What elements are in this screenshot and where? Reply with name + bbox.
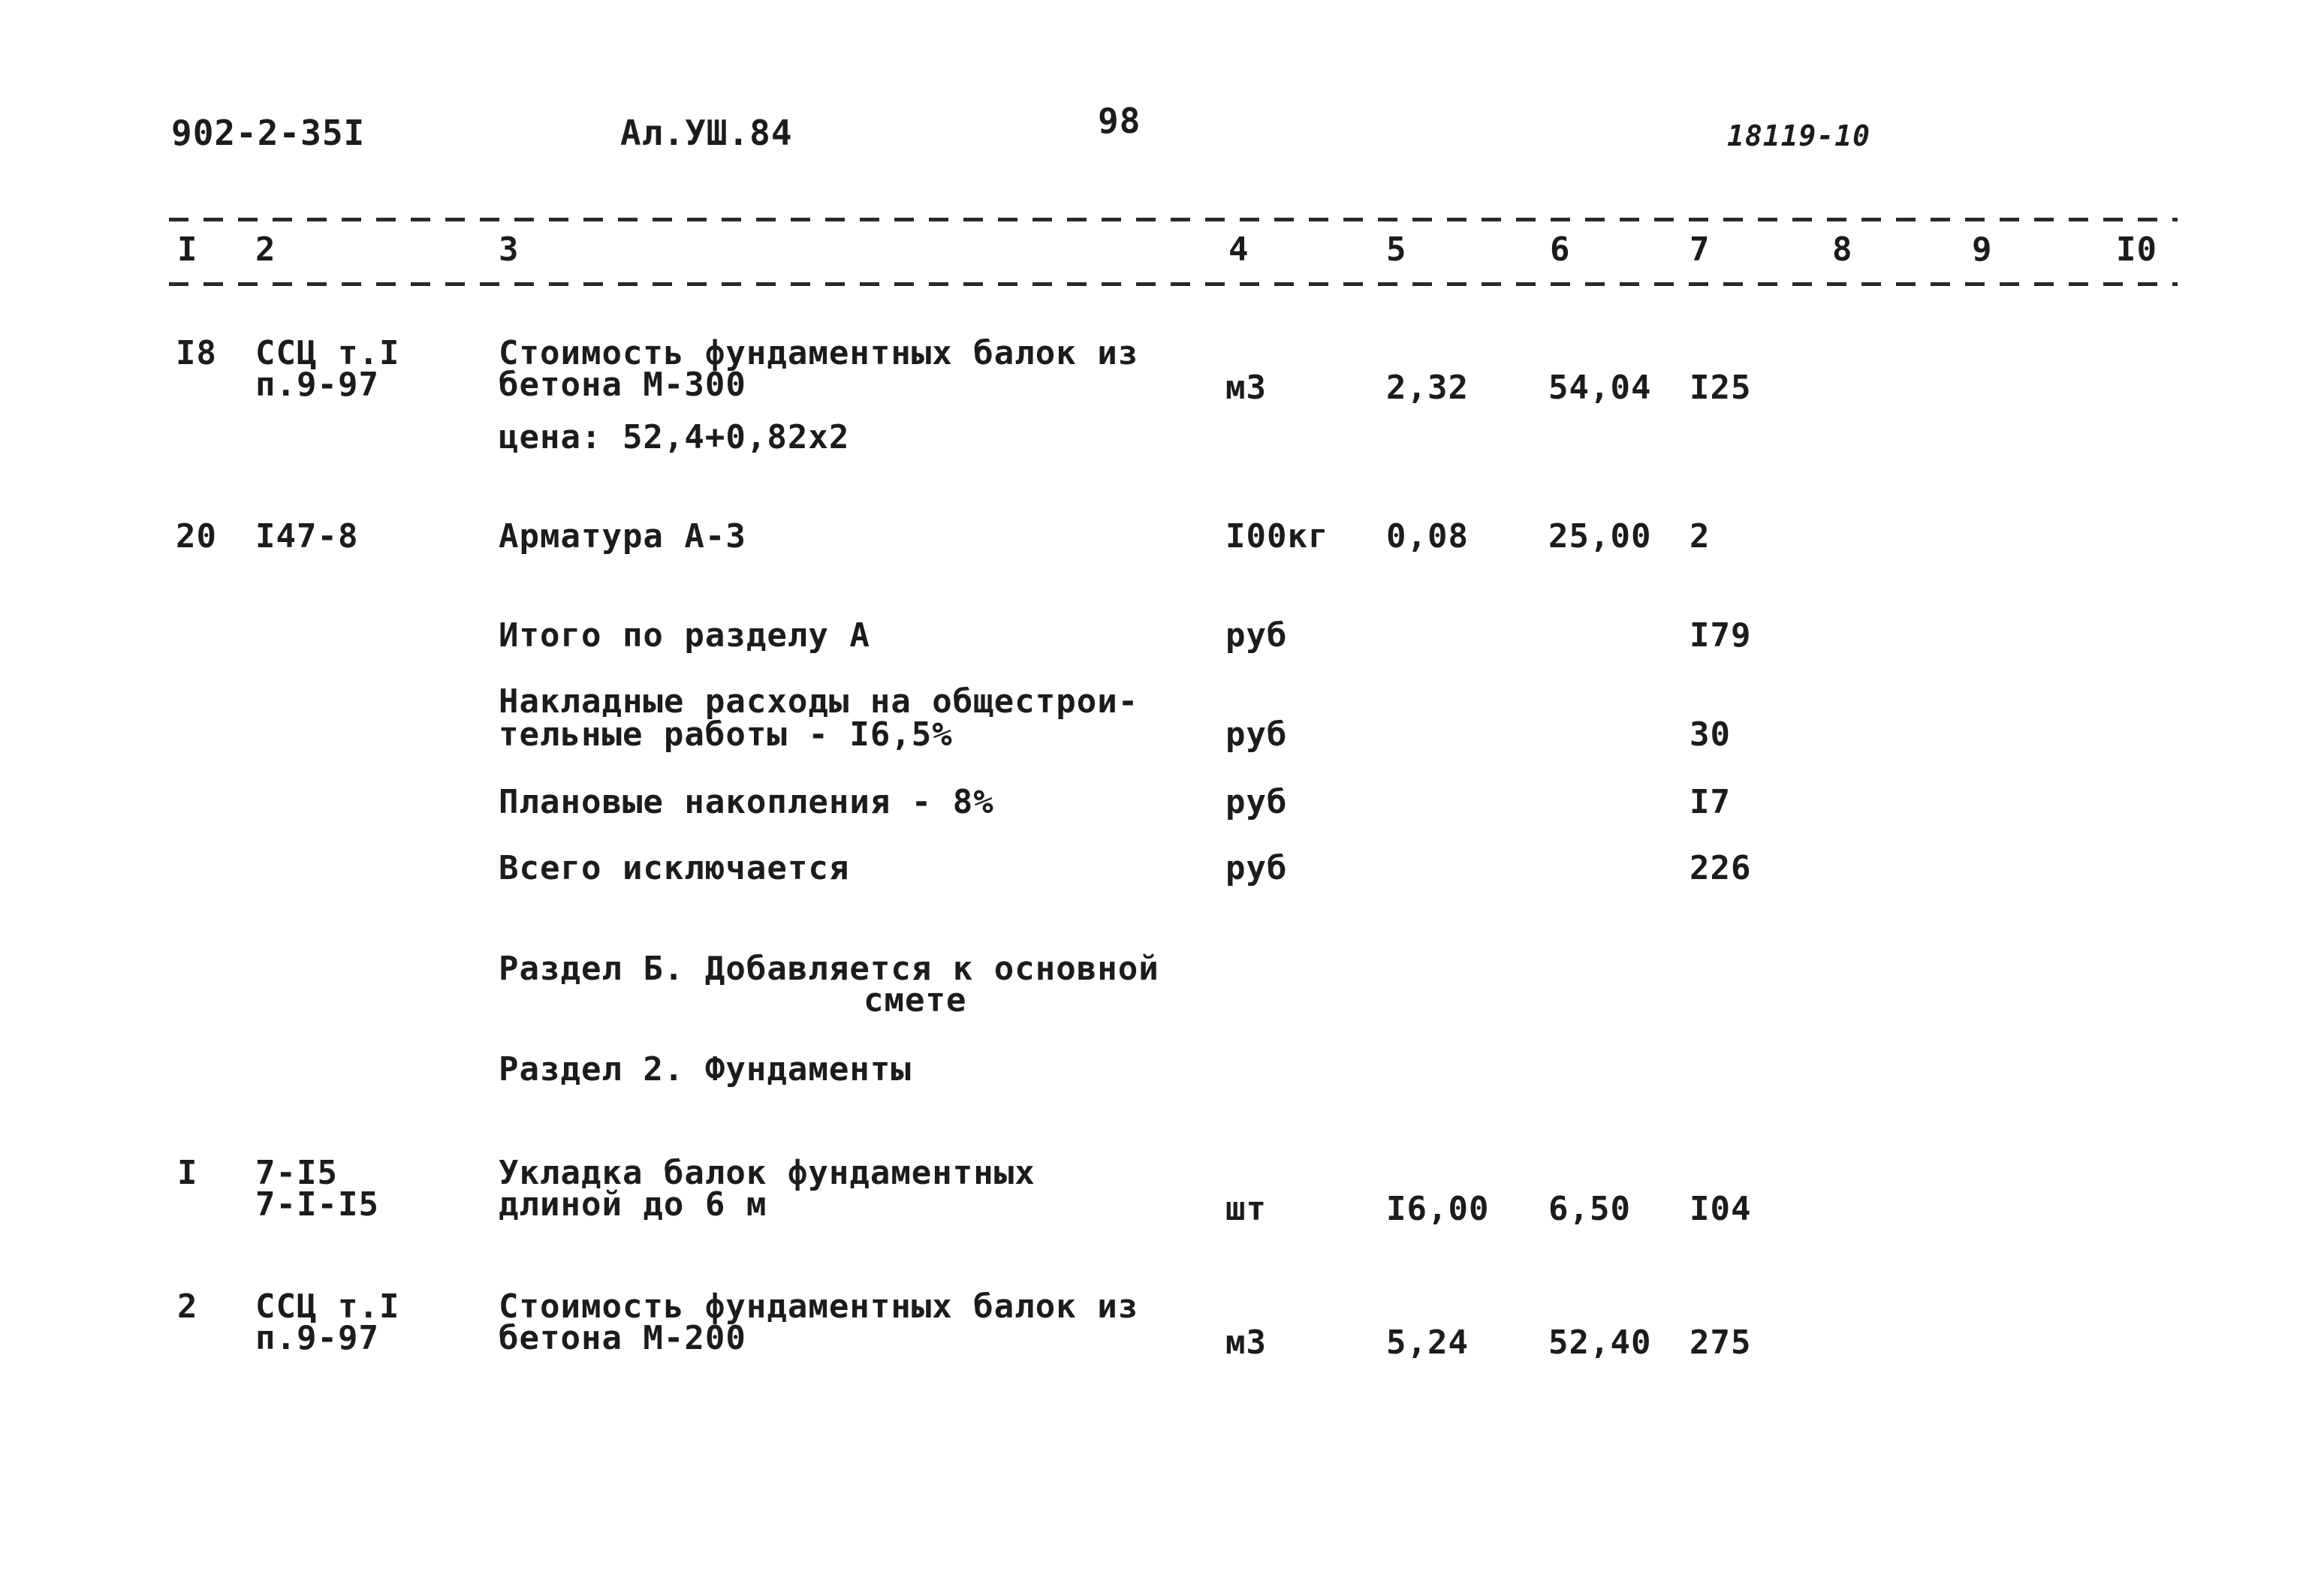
row-1-quantity: I6,00 <box>1386 1190 1490 1228</box>
subtotal-a-label: Итого по разделу А <box>499 616 870 655</box>
row-20-unit-price: 25,00 <box>1548 517 1652 556</box>
total-excluded-label: Всего исключается <box>499 849 850 887</box>
planned-accumulations-label: Плановые накопления - 8% <box>499 783 994 821</box>
row-20-quantity: 0,08 <box>1386 517 1469 556</box>
row-18-unit-price: 54,04 <box>1548 369 1652 407</box>
row-18-number: I8 <box>176 334 217 372</box>
column-header-5: 5 <box>1386 230 1407 269</box>
header-rule-bottom <box>169 282 2178 286</box>
row-18-code-2: п.9-97 <box>255 366 379 404</box>
row-1-unit-price: 6,50 <box>1548 1190 1631 1228</box>
row-1-code-1: 7-I5 <box>255 1154 338 1192</box>
album-reference: Ал.УШ.84 <box>620 113 793 153</box>
row-18-code-1: ССЦ т.I <box>255 334 400 372</box>
row-20-number: 20 <box>176 517 217 556</box>
handwritten-number: 18119-10 <box>1727 119 1871 152</box>
column-header-3: 3 <box>499 230 520 269</box>
row-20-total: 2 <box>1690 517 1711 556</box>
column-header-10: I0 <box>2116 230 2157 269</box>
section-b-heading-cont: смете <box>864 981 967 1019</box>
row-18-price-formula: цена: 52,4+0,82х2 <box>499 418 850 456</box>
row-2-number: 2 <box>177 1287 198 1326</box>
row-1-code-2: 7-I-I5 <box>255 1185 379 1224</box>
section-b-heading: Раздел Б. Добавляется к основной <box>499 950 1159 988</box>
row-1-description-2: длиной до 6 м <box>499 1185 767 1224</box>
row-18-unit: м3 <box>1225 369 1267 407</box>
row-2-code-1: ССЦ т.I <box>255 1287 400 1326</box>
column-header-9: 9 <box>1972 230 1993 269</box>
row-2-code-2: п.9-97 <box>255 1319 379 1357</box>
column-header-6: 6 <box>1550 230 1571 269</box>
subtotal-a-total: I79 <box>1690 616 1752 655</box>
row-1-number: I <box>177 1154 198 1192</box>
document-code: 902-2-35I <box>171 113 366 153</box>
row-18-quantity: 2,32 <box>1386 369 1469 407</box>
header-rule-top <box>169 218 2178 221</box>
row-20-unit: I00кг <box>1225 517 1329 556</box>
row-2-quantity: 5,24 <box>1386 1323 1469 1362</box>
row-2-description-1: Стоимость фундаментных балок из <box>499 1287 1139 1326</box>
row-20-code: I47-8 <box>255 517 359 556</box>
row-18-description-1: Стоимость фундаментных балок из <box>499 334 1139 372</box>
total-excluded-unit: руб <box>1225 849 1288 887</box>
row-2-unit: м3 <box>1225 1323 1267 1362</box>
row-1-unit: шт <box>1225 1190 1267 1228</box>
overhead-unit: руб <box>1225 715 1288 754</box>
column-header-2: 2 <box>255 230 276 269</box>
column-header-7: 7 <box>1690 230 1711 269</box>
row-1-description-1: Укладка балок фундаментных <box>499 1154 1035 1192</box>
overhead-total: 30 <box>1690 715 1731 754</box>
overhead-description-2: тельные работы - I6,5% <box>499 715 953 754</box>
row-2-total: 275 <box>1690 1323 1752 1362</box>
row-18-total: I25 <box>1690 369 1752 407</box>
column-header-8: 8 <box>1832 230 1853 269</box>
row-1-total: I04 <box>1690 1190 1752 1228</box>
subtotal-a-unit: руб <box>1225 616 1288 655</box>
row-18-description-2: бетона М-300 <box>499 366 746 404</box>
column-header-1: I <box>177 230 198 269</box>
page-number: 98 <box>1098 101 1141 141</box>
row-20-description: Арматура А-3 <box>499 517 746 556</box>
overhead-description-1: Накладные расходы на общестрои- <box>499 682 1139 721</box>
planned-accumulations-total: I7 <box>1690 783 1731 821</box>
row-2-unit-price: 52,40 <box>1548 1323 1652 1362</box>
column-header-4: 4 <box>1228 230 1249 269</box>
total-excluded-total: 226 <box>1690 849 1752 887</box>
row-2-description-2: бетона М-200 <box>499 1319 746 1357</box>
planned-accumulations-unit: руб <box>1225 783 1288 821</box>
section-2-heading: Раздел 2. Фундаменты <box>499 1050 912 1089</box>
